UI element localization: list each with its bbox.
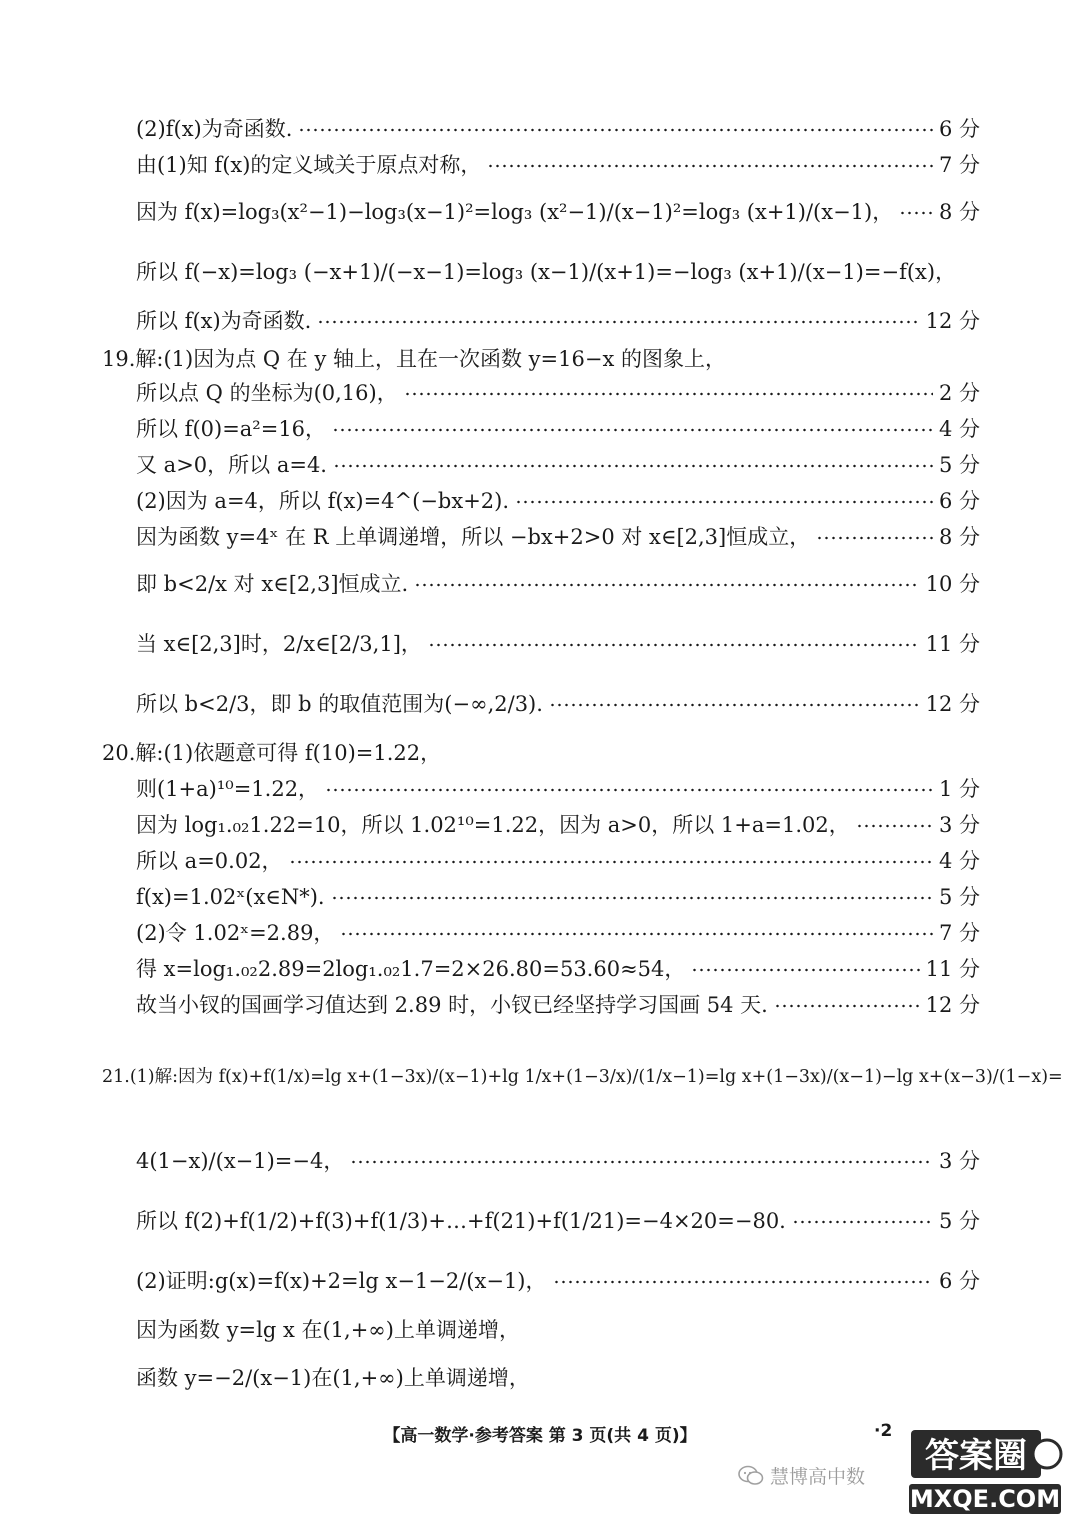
dot-leader (331, 895, 933, 901)
line-text: (2)令 1.02ˣ=2.89， (136, 921, 335, 945)
dot-leader (515, 499, 933, 505)
badge-url: MXQE.COM (909, 1485, 1061, 1513)
line-text: 所以点 Q 的坐标为(0,16)， (136, 381, 398, 405)
score: 5 分 (938, 1209, 980, 1233)
dot-leader (792, 1219, 933, 1225)
line-text: 因为函数 y=4ˣ 在 R 上单调递增，所以 −bx+2>0 对 x∈[2,3]恒成立， (136, 525, 811, 549)
wechat-icon (738, 1465, 764, 1487)
q20-line-1 (102, 743, 441, 764)
dot-leader (332, 427, 933, 433)
q21-line-6 (136, 1368, 530, 1389)
score: 6 分 (938, 1269, 980, 1293)
page-footer: 【高一数学·参考答案 第 3 页(共 4 页)】 (383, 1426, 697, 1446)
score: 12 分 (925, 692, 980, 716)
q19-line-6 (136, 527, 980, 548)
score: 4 分 (938, 417, 980, 441)
line-text: (2)f(x)为奇函数. (136, 117, 293, 141)
dot-leader (404, 391, 933, 397)
dot-leader (317, 319, 919, 325)
site-logo-watermark (905, 1422, 1065, 1518)
q19-line-3 (136, 419, 980, 440)
line-text: 因为 f(x)=log₃(x²−1)−log₃(x−1)²=log₃ (x²−1)/(x−1)²=log₃ (x+1)/(x−1)， (136, 200, 894, 224)
score: 7 分 (938, 921, 980, 945)
line-text: 所以 f(2)+f(1/2)+f(3)+f(1/3)+…+f(21)+f(1/21)=−4×20=−80. (136, 1209, 786, 1233)
line-text: 得 x=log₁.₀₂2.89=2log₁.₀₂1.7=2×26.80=53.60≈54， (136, 957, 686, 981)
dot-leader (333, 463, 933, 469)
line-text: 所以 f(x)为奇函数. (136, 309, 312, 333)
q19-line-7 (136, 574, 980, 595)
line-text: 20.解:(1)依题意可得 f(10)=1.22， (102, 741, 442, 765)
line-text: f(x)=1.02ˣ(x∈N*). (136, 885, 325, 909)
q20-line-2 (136, 779, 980, 800)
page-mark: ·2 (874, 1421, 893, 1441)
score: 10 分 (925, 572, 980, 596)
score: 1 分 (938, 777, 980, 801)
q18-line-1 (136, 119, 980, 140)
q20-line-6 (136, 923, 980, 944)
q21-line-1 (102, 1069, 1063, 1087)
dot-leader (414, 582, 919, 588)
score: 12 分 (925, 993, 980, 1017)
q18-line-5 (136, 311, 980, 332)
line-text: 所以 b<2/3，即 b 的取值范围为(−∞,2/3). (136, 692, 543, 716)
dot-leader (340, 931, 933, 937)
score: 2 分 (938, 381, 980, 405)
q19-line-4 (136, 455, 980, 476)
dot-leader (289, 859, 933, 865)
line-text: 4(1−x)/(x−1)=−4， (136, 1149, 345, 1173)
score: 6 分 (938, 117, 980, 141)
dot-leader (691, 967, 919, 973)
score: 7 分 (938, 153, 980, 177)
q19-line-1 (102, 349, 726, 370)
line-text: 因为函数 y=lg x 在(1,+∞)上单调递增， (136, 1318, 520, 1342)
badge-title: 答案圈 (925, 1436, 1027, 1476)
line-text: 因为 log₁.₀₂1.22=10，所以 1.02¹⁰=1.22，因为 a>0，所以 1+a=1.02， (136, 813, 850, 837)
q21-line-4 (136, 1271, 980, 1292)
q21-line-5 (136, 1320, 520, 1341)
score: 3 分 (938, 1149, 980, 1173)
q20-line-3 (136, 815, 980, 836)
dot-leader (428, 642, 920, 648)
score: 5 分 (938, 453, 980, 477)
line-text: 所以 f(0)=a²=16， (136, 417, 327, 441)
line-text: 所以 f(−x)=log₃ (−x+1)/(−x−1)=log₃ (x−1)/(x+1)=−log₃ (x+1)/(x−1)=−f(x)， (136, 260, 957, 284)
q20-line-7 (136, 959, 980, 980)
dot-leader (899, 210, 933, 216)
score: 12 分 (925, 309, 980, 333)
score: 6 分 (938, 489, 980, 513)
line-text: (2)证明:g(x)=f(x)+2=lg x−1−2/(x−1)， (136, 1269, 547, 1293)
line-text: 又 a>0，所以 a=4. (136, 453, 327, 477)
q19-line-8 (136, 634, 980, 655)
q19-line-9 (136, 694, 980, 715)
score: 3 分 (938, 813, 980, 837)
q20-line-5 (136, 887, 980, 908)
line-text: 当 x∈[2,3]时，2/x∈[2/3,1]， (136, 632, 422, 656)
q19-line-5 (136, 491, 980, 512)
score: 4 分 (938, 849, 980, 873)
q21-line-2 (136, 1151, 980, 1172)
line-text: 19.解:(1)因为点 Q 在 y 轴上，且在一次函数 y=16−x 的图象上， (102, 347, 726, 371)
line-text: 故当小钗的国画学习值达到 2.89 时，小钗已经坚持学习国画 54 天. (136, 993, 768, 1017)
q18-line-2 (136, 155, 980, 176)
dot-leader (816, 535, 933, 541)
score: 8 分 (938, 200, 980, 224)
channel-watermark (738, 1462, 865, 1489)
dot-leader (856, 823, 933, 829)
score: 8 分 (938, 525, 980, 549)
score: 5 分 (938, 885, 980, 909)
channel-name: 慧博高中数 (770, 1466, 866, 1488)
dot-leader (298, 127, 933, 133)
q21-line-3 (136, 1211, 980, 1232)
line-text: 则(1+a)¹⁰=1.22， (136, 777, 320, 801)
score: 11 分 (925, 957, 980, 981)
line-text: 由(1)知 f(x)的定义域关于原点对称， (136, 153, 482, 177)
q20-line-8 (136, 995, 980, 1016)
line-text: 函数 y=−2/(x−1)在(1,+∞)上单调递增， (136, 1366, 530, 1390)
line-text: (2)因为 a=4，所以 f(x)=4^(−bx+2). (136, 489, 510, 513)
q20-line-4 (136, 851, 980, 872)
line-text: 所以 a=0.02， (136, 849, 283, 873)
dot-leader (774, 1003, 920, 1009)
line-text: 即 b<2/x 对 x∈[2,3]恒成立. (136, 572, 409, 596)
dot-leader (350, 1159, 933, 1165)
dot-leader (549, 702, 920, 708)
line-text: 21.(1)解:因为 f(x)+f(1/x)=lg x+(1−3x)/(x−1)+lg 1/x+(1−3/x)/(1/x−1)=lg x+(1−3x)/(x−1)−lg x+(x−3)/(1−x)= (102, 1067, 1063, 1087)
dot-leader (325, 787, 933, 793)
q19-line-2 (136, 383, 980, 404)
q18-line-4 (136, 262, 956, 283)
score: 11 分 (925, 632, 980, 656)
dot-leader (553, 1279, 933, 1285)
q18-line-3 (136, 202, 980, 223)
dot-leader (487, 163, 933, 169)
